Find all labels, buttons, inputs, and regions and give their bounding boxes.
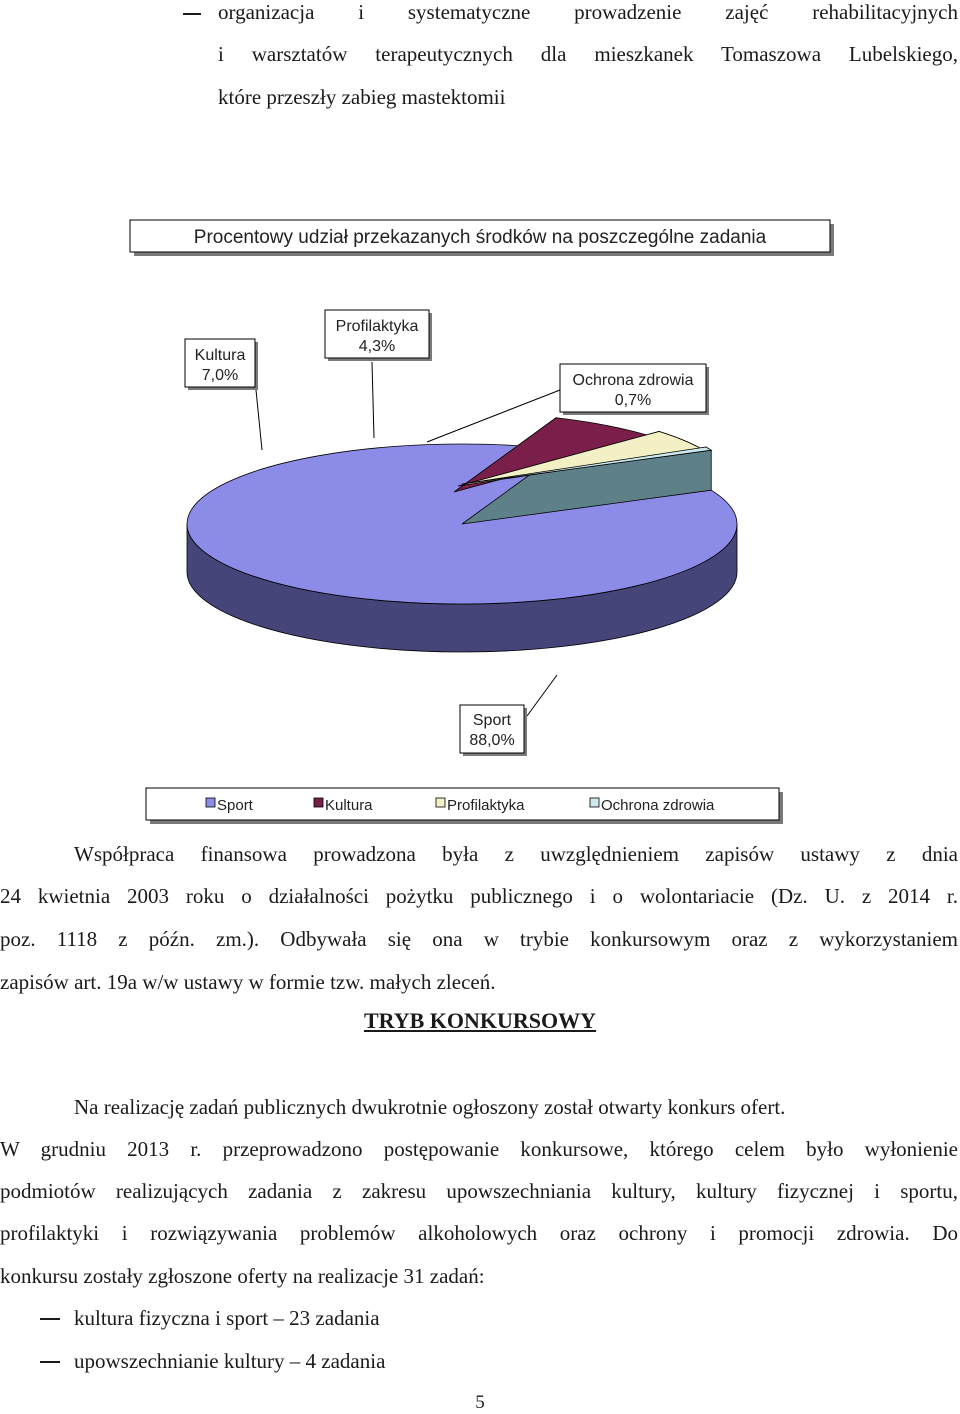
list-item: kultura fizyczna i sport – 23 zadania xyxy=(74,1306,380,1330)
slice-label-name: Kultura xyxy=(194,347,246,364)
legend-swatch xyxy=(314,798,323,807)
legend-swatch xyxy=(590,798,599,807)
paragraph-line: Współpraca finansowa prowadzona była z uwzględnieniem zapisów ustawy z dnia xyxy=(74,842,958,866)
legend-label: Ochrona zdrowia xyxy=(601,797,715,814)
slice-label-name: Ochrona zdrowia xyxy=(572,372,694,389)
pie-group xyxy=(187,418,737,652)
legend-swatch xyxy=(436,798,445,807)
slice-label-name: Profilaktyka xyxy=(335,318,419,335)
pie-chart xyxy=(0,200,960,840)
list-item-line: które przeszły zabieg mastektomii xyxy=(218,85,506,109)
slice-label-value: 4,3% xyxy=(358,338,396,355)
section-heading: TRYB KONKURSOWY xyxy=(363,1008,597,1033)
paragraph-line: poz. 1118 z późn. zm.). Odbywała się ona w trybie konkursowym oraz z wykorzystaniem xyxy=(0,927,958,951)
list-item-line: i warsztatów terapeutycznych dla mieszkanek Tomaszowa Lubelskiego, xyxy=(218,42,958,66)
legend-label: Sport xyxy=(217,797,253,814)
paragraph-line: profilaktyki i rozwiązywania problemów alkoholowych oraz ochrony i promocji zdrowia. Do xyxy=(0,1221,958,1245)
list-dash xyxy=(40,1318,60,1320)
paragraph-line: konkursu zostały zgłoszone oferty na realizacje 31 zadań: xyxy=(0,1264,485,1288)
slice-label-value: 0,7% xyxy=(614,392,652,409)
data-label-profilaktyka xyxy=(325,310,432,361)
list-dash xyxy=(40,1361,60,1363)
legend-swatch xyxy=(206,798,215,807)
paragraph-line: Na realizację zadań publicznych dwukrotnie ogłoszony został otwarty konkurs ofert. xyxy=(74,1095,786,1119)
chart-legend xyxy=(146,788,783,824)
paragraph-line: W grudniu 2013 r. przeprowadzono postępowanie konkursowe, którego celem było wyłonienie xyxy=(0,1137,958,1161)
list-dash xyxy=(183,13,201,15)
legend-label: Profilaktyka xyxy=(447,797,525,814)
list-item-line: organizacja i systematyczne prowadzenie zajęć rehabilitacyjnych xyxy=(218,0,958,24)
legend-label: Kultura xyxy=(325,797,373,814)
slice-label-name: Sport xyxy=(472,712,512,729)
page-number: 5 xyxy=(475,1392,485,1413)
paragraph-line: 24 kwietnia 2003 roku o działalności pożytku publicznego i o wolontariacie (Dz. U. z 2014 r. xyxy=(0,884,958,908)
chart-title: Procentowy udział przekazanych środków na poszczególne zadania xyxy=(193,227,767,248)
data-label-ochrona xyxy=(560,364,709,415)
slice-label-value: 7,0% xyxy=(201,367,239,384)
data-label-sport xyxy=(460,705,527,756)
slice-label-value: 88,0% xyxy=(469,732,515,749)
data-label-kultura xyxy=(185,339,258,390)
list-item: upowszechnianie kultury – 4 zadania xyxy=(74,1349,386,1373)
paragraph-line: zapisów art. 19a w/w ustawy w formie tzw. małych zleceń. xyxy=(0,970,496,994)
paragraph-line: podmiotów realizujących zadania z zakresu upowszechniania kultury, kultury fizycznej i sportu, xyxy=(0,1179,958,1203)
